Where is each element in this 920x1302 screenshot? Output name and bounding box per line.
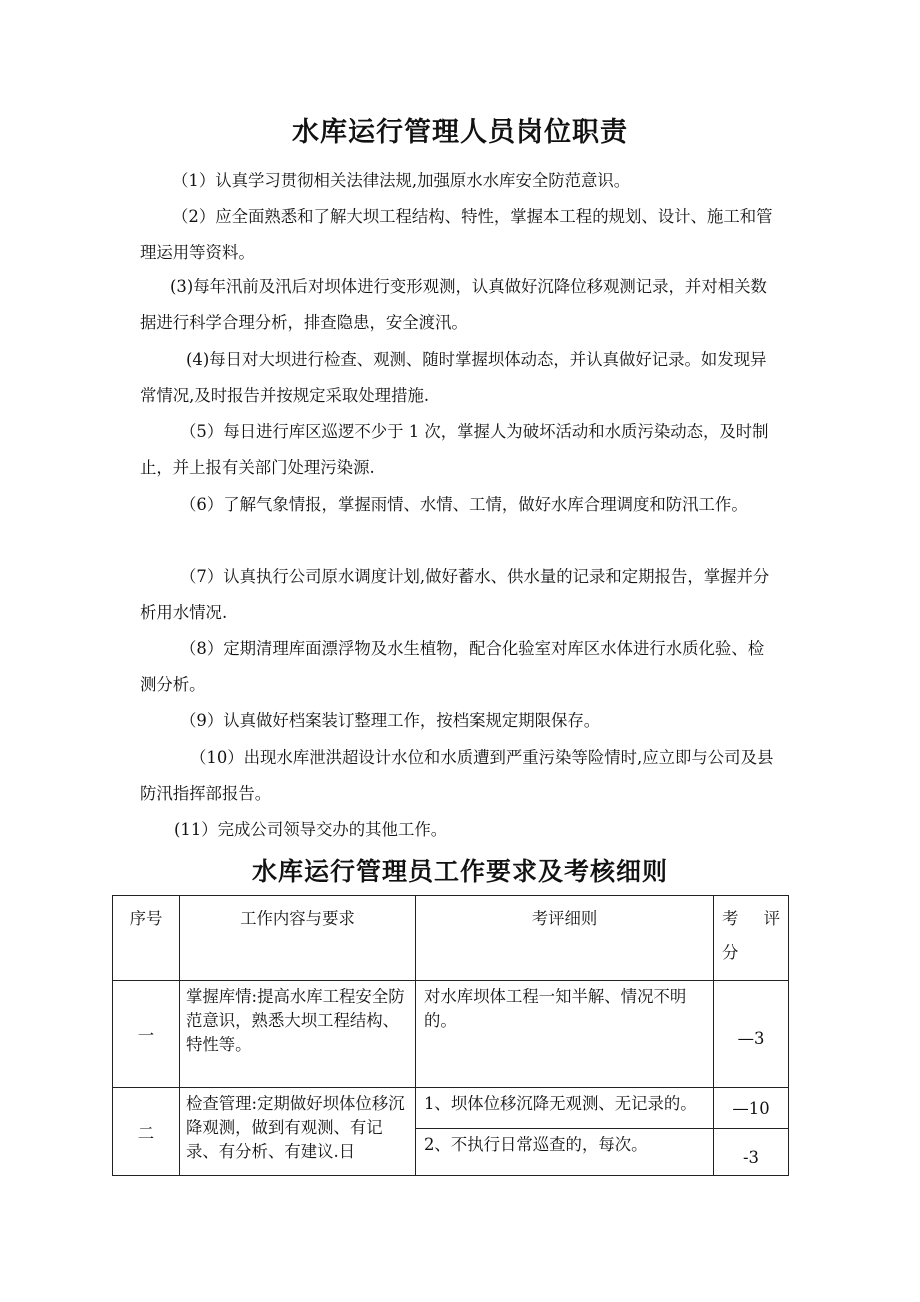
row-content: 检查管理:定期做好坝体位移沉降观测，做到有观测、有记录、有分析、有建议.日 (180, 1088, 416, 1176)
header-score: 考 评 分 (714, 896, 789, 981)
row-seq: 二 (113, 1088, 180, 1176)
duty-paragraph-8: （8）定期清理库面漂浮物及水生植物，配合化验室对库区水体进行水质化验、检测分析。 (140, 639, 765, 694)
row-detail: 2、不执行日常巡查的，每次。 (416, 1129, 714, 1176)
duty-paragraph-5: （5）每日进行库区巡逻不少于 1 次，掌握人为破坏活动和水质污染动态，及时制止，并上报有关部门处理污染源. (140, 422, 769, 477)
table-title: 水库运行管理员工作要求及考核细则 (251, 857, 668, 886)
row-detail: 1、坝体位移沉降无观测、无记录的。 (416, 1088, 714, 1129)
row-score: —3 (714, 981, 789, 1088)
assessment-table (112, 895, 789, 1176)
table-header-row (113, 896, 789, 981)
table-row (113, 1088, 789, 1129)
page-title: 水库运行管理人员岗位职责 (292, 117, 628, 148)
duty-paragraph-2: （2）应全面熟悉和了解大坝工程结构、特性，掌握本工程的规划、设计、施工和管理运用等资料。 (140, 207, 773, 262)
row-content: 掌握库情:提高水库工程安全防范意识，熟悉大坝工程结构、特性等。 (180, 981, 416, 1088)
duty-paragraph-7: （7）认真执行公司原水调度计划,做好蓄水、供水量的记录和定期报告，掌握并分析用水情况. (140, 567, 770, 622)
duty-paragraph-3: (3)每年汛前及汛后对坝体进行变形观测，认真做好沉降位移观测记录，并对相关数据进行科学合理分析，排查隐患，安全渡汛。 (140, 277, 767, 332)
duty-paragraph-1: （1）认真学习贯彻相关法律法规,加强原水水库安全防范意识。 (172, 171, 631, 190)
duty-paragraph-11: (11）完成公司领导交办的其他工作。 (174, 820, 448, 839)
header-seq: 序号 (113, 896, 180, 981)
row-score: -3 (714, 1129, 789, 1176)
table-row (113, 981, 789, 1088)
header-details: 考评细则 (416, 896, 714, 981)
row-score: —10 (714, 1088, 789, 1129)
duty-paragraph-9: （9）认真做好档案装订整理工作，按档案规定期限保存。 (180, 711, 601, 730)
row-seq: 一 (113, 981, 180, 1088)
duty-paragraph-10: （10）出现水库泄洪超设计水位和水质遭到严重污染等险情时,应立即与公司及县防汛指挥部报告。 (140, 748, 774, 803)
duty-paragraph-6: （6）了解气象情报，掌握雨情、水情、工情，做好水库合理调度和防汛工作。 (180, 495, 748, 514)
header-content: 工作内容与要求 (180, 896, 416, 981)
duty-paragraph-4: (4)每日对大坝进行检查、观测、随时掌握坝体动态，并认真做好记录。如发现异常情况,及时报告并按规定采取处理措施. (140, 350, 767, 405)
row-detail: 对水库坝体工程一知半解、情况不明的。 (416, 981, 714, 1088)
